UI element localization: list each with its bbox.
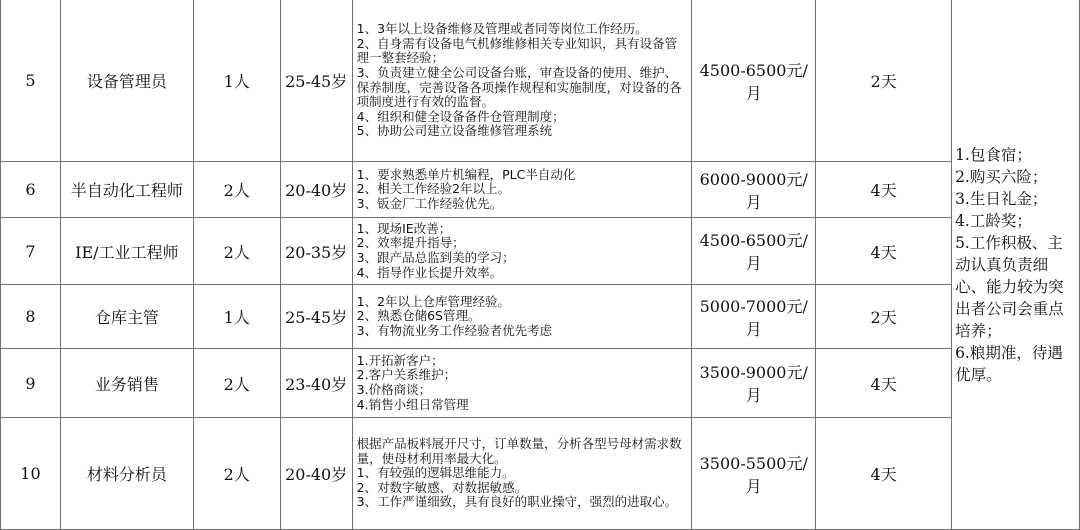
headcount: 1人 bbox=[193, 285, 280, 349]
rest-days: 4天 bbox=[816, 349, 952, 418]
requirement-line: 1、3年以上设备维修及管理或者同等岗位工作经历。 bbox=[356, 21, 648, 37]
benefit-item: 4.工龄奖； bbox=[955, 211, 1032, 230]
requirement-line: 1、2年以上仓库管理经验。 bbox=[356, 293, 511, 309]
requirement-line: 1、要求熟悉单片机编程，PLC半自动化 bbox=[356, 166, 576, 182]
table-row bbox=[1, 218, 1080, 285]
headcount: 2人 bbox=[193, 349, 280, 418]
requirement-line: 3、工作严谨细致，具有良好的职业操守，强烈的进取心。 bbox=[356, 494, 678, 510]
requirements bbox=[352, 285, 692, 349]
age-range: 20-35岁 bbox=[280, 218, 352, 285]
table-row bbox=[1, 162, 1080, 218]
job-title: IE/工业工程师 bbox=[60, 218, 193, 285]
requirement-line: 2、熟悉仓储6S管理。 bbox=[356, 308, 481, 324]
benefit-item: 2.购买六险； bbox=[955, 167, 1048, 186]
row-number: 6 bbox=[1, 162, 61, 218]
rest-days: 2天 bbox=[816, 0, 952, 162]
benefits-cell bbox=[952, 0, 1080, 530]
rest-days: 4天 bbox=[816, 218, 952, 285]
requirement-line: 2、效率提升指导； bbox=[356, 235, 465, 251]
salary: 3500-9000元/月 bbox=[692, 349, 816, 418]
benefit-item: 5.工作积极、主动认真负责细心、能力较为突出者公司会重点培养； bbox=[955, 233, 1064, 340]
requirements bbox=[352, 0, 692, 162]
requirement-line: 3、跟产品总监到美的学习； bbox=[356, 250, 515, 265]
requirement-line: 4.销售小组日常管理 bbox=[356, 396, 469, 412]
headcount: 1人 bbox=[193, 0, 280, 162]
headcount: 2人 bbox=[193, 162, 280, 218]
benefit-item: 1.包食宿； bbox=[955, 145, 1032, 164]
age-range: 23-40岁 bbox=[280, 349, 352, 418]
age-range: 20-40岁 bbox=[280, 162, 352, 218]
requirement-line: 3、负责建立健全公司设备台账，审查设备的使用、维护、保养制度，完善设备各项操作规程和实施制度，对设备的各项制度进行有效的监督。 bbox=[356, 64, 682, 110]
job-title: 设备管理员 bbox=[60, 0, 193, 162]
headcount: 2人 bbox=[193, 418, 280, 530]
table-row bbox=[1, 418, 1080, 530]
salary: 3500-5500元/月 bbox=[692, 418, 816, 530]
rest-days: 4天 bbox=[816, 162, 952, 218]
age-range: 25-45岁 bbox=[280, 285, 352, 349]
headcount: 2人 bbox=[193, 218, 280, 285]
row-number: 7 bbox=[1, 218, 61, 285]
table-row bbox=[1, 285, 1080, 349]
salary: 6000-9000元/月 bbox=[692, 162, 816, 218]
requirements bbox=[352, 349, 692, 418]
requirement-line: 1、现场IE改善； bbox=[356, 220, 452, 236]
requirements bbox=[352, 218, 692, 285]
row-number: 8 bbox=[1, 285, 61, 349]
benefit-item: 6.粮期准，待遇优厚。 bbox=[955, 343, 1063, 384]
requirement-line: 4、指导作业长提升效率。 bbox=[356, 264, 503, 280]
salary: 5000-7000元/月 bbox=[692, 285, 816, 349]
job-title: 半自动化工程师 bbox=[60, 162, 193, 218]
requirement-line: 4、组织和健全设备备件仓管理制度； bbox=[356, 108, 565, 124]
rest-days: 2天 bbox=[816, 285, 952, 349]
requirement-line: 根据产品板料展开尺寸，订单数量，分析各型号母材需求数量，使母材利用率最大化。 bbox=[356, 436, 682, 466]
salary: 4500-6500元/月 bbox=[692, 0, 816, 162]
requirements bbox=[352, 162, 692, 218]
table-row bbox=[1, 0, 1080, 162]
requirement-line: 2、相关工作经验2年以上。 bbox=[356, 181, 511, 197]
job-title: 材料分析员 bbox=[60, 418, 193, 530]
age-range: 25-45岁 bbox=[280, 0, 352, 162]
requirement-line: 2.客户关系维护； bbox=[356, 367, 457, 383]
requirement-line: 2、对数字敏感、对数据敏感。 bbox=[356, 479, 528, 495]
job-title: 业务销售 bbox=[60, 349, 193, 418]
requirement-line: 3、钣金厂工作经验优先。 bbox=[356, 195, 503, 211]
job-title: 仓库主管 bbox=[60, 285, 193, 349]
requirements bbox=[352, 418, 692, 530]
row-number: 9 bbox=[1, 349, 61, 418]
row-number: 10 bbox=[1, 418, 61, 530]
row-number: 5 bbox=[1, 0, 61, 162]
requirement-line: 2、自身需有设备电气机修维修相关专业知识，具有设备管理一整套经验； bbox=[356, 35, 678, 66]
requirement-line: 1.开拓新客户； bbox=[356, 352, 444, 368]
requirement-line: 3、有物流业务工作经验者优先考虑 bbox=[356, 322, 553, 338]
requirement-line: 5、协助公司建立设备维修管理系统 bbox=[356, 123, 553, 139]
requirement-line: 1、有较强的逻辑思维能力。 bbox=[356, 465, 515, 481]
benefit-item: 3.生日礼金； bbox=[955, 189, 1048, 208]
rest-days: 4天 bbox=[816, 418, 952, 530]
requirement-line: 3.价格商谈； bbox=[356, 382, 432, 397]
table-row bbox=[1, 349, 1080, 418]
salary: 4500-6500元/月 bbox=[692, 218, 816, 285]
age-range: 20-40岁 bbox=[280, 418, 352, 530]
